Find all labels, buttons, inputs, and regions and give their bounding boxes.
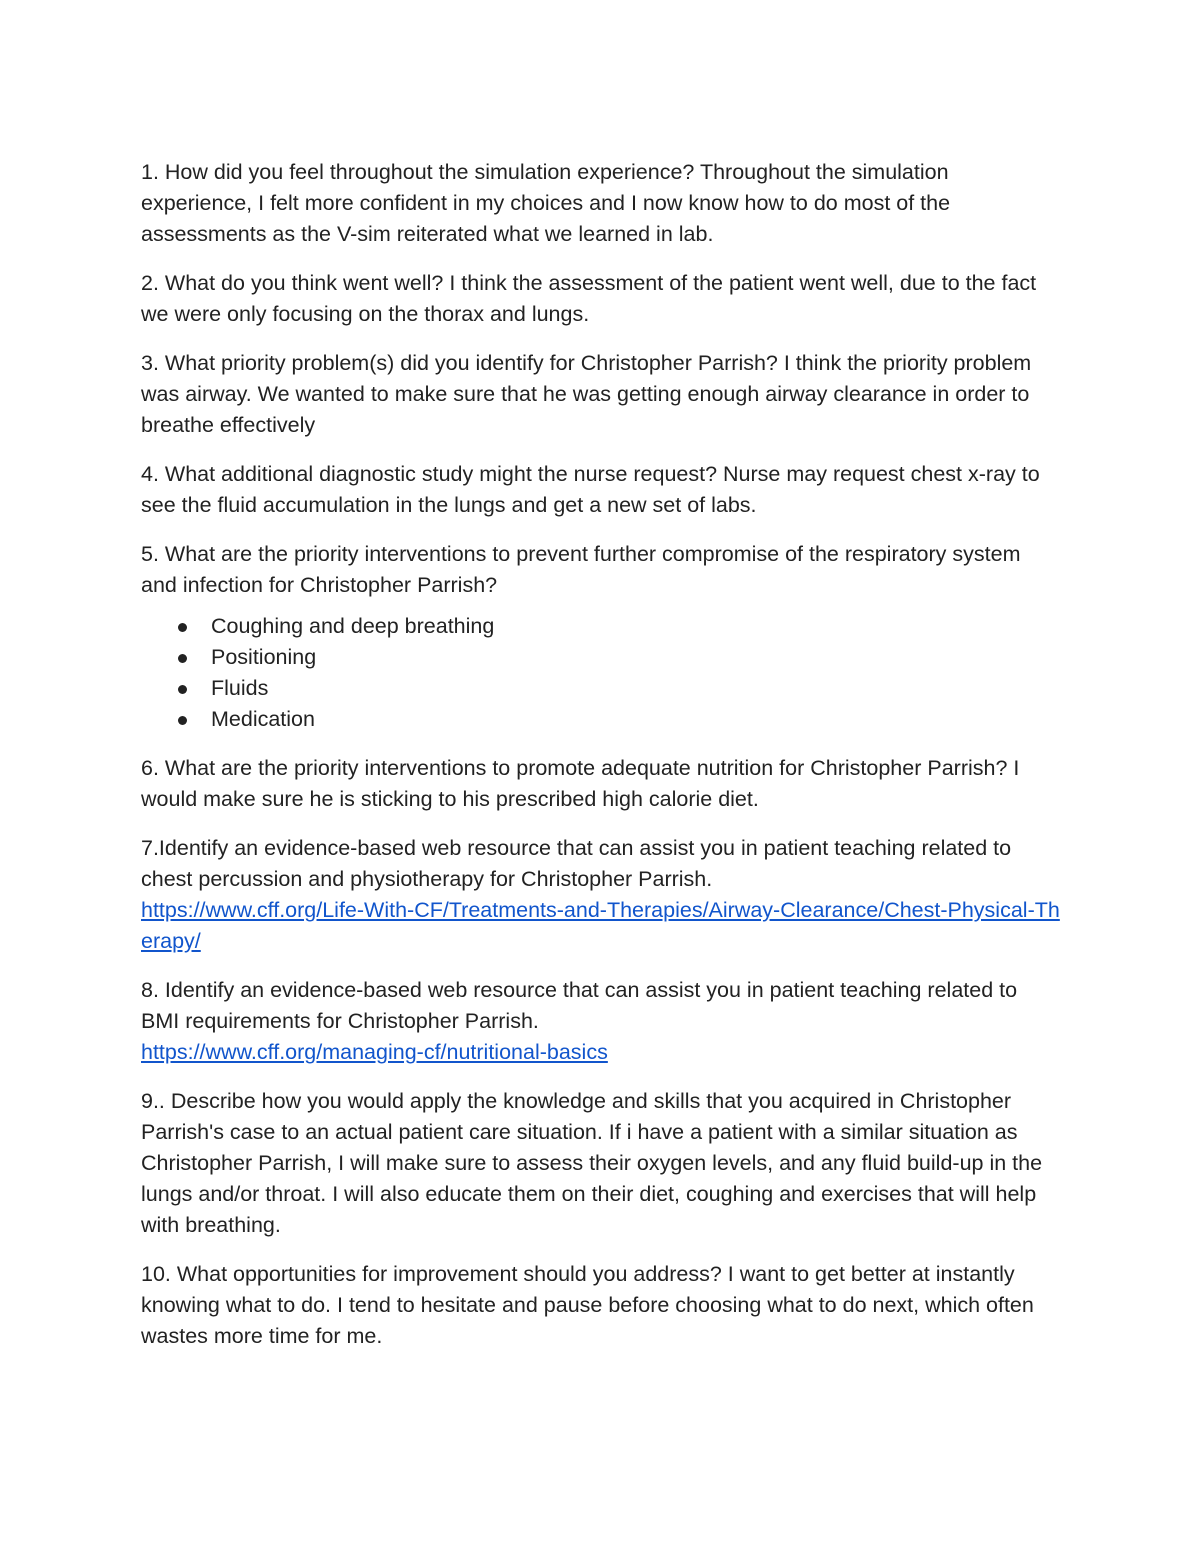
nutritional-basics-link[interactable]: https://www.cff.org/managing-cf/nutritional-basics	[141, 1040, 608, 1064]
question-10: 10. What opportunities for improvement should you address? I want to get better at instantly knowing what to do. I tend to hesitate and pause before choosing what to do next, which often wastes more time for me.	[141, 1262, 1034, 1348]
chest-physical-therapy-link[interactable]: https://www.cff.org/Life-With-CF/Treatments-and-Therapies/Airway-Clearance/Chest-Physical-Therapy/	[141, 898, 1060, 953]
document-body	[141, 157, 1061, 1370]
list-item-text: Coughing and deep breathing	[211, 614, 495, 638]
question-8: 8. Identify an evidence-based web resource that can assist you in patient teaching related to BMI requirements for Christopher Parrish.	[141, 978, 1018, 1033]
question-9: 9.. Describe how you would apply the knowledge and skills that you acquired in Christopher Parrish's case to an actual patient care situation. If i have a patient with a similar situation as Christopher Parrish, I will make sure to assess their oxygen levels, and any fluid build-up in the lungs and/or throat. I will also educate them on their diet, coughing and exercises that will help with breathing.	[141, 1089, 1043, 1237]
list-item-text: Fluids	[211, 676, 269, 700]
list-item-text: Positioning	[211, 645, 317, 669]
question-4: 4. What additional diagnostic study might the nurse request? Nurse may request chest x-ray to see the fluid accumulation in the lungs and get a new set of labs.	[141, 462, 1040, 517]
list-item	[141, 704, 1061, 735]
list-item	[141, 642, 1061, 673]
question-6: 6. What are the priority interventions to promote adequate nutrition for Christopher Parrish? I would make sure he is sticking to his prescribed high calorie diet.	[141, 756, 1020, 811]
question-5: 5. What are the priority interventions to prevent further compromise of the respiratory system and infection for Christopher Parrish?	[141, 542, 1021, 597]
question-2: 2. What do you think went well? I think the assessment of the patient went well, due to the fact we were only focusing on the thorax and lungs.	[141, 271, 1037, 326]
interventions-list	[141, 611, 1061, 735]
question-7-block	[141, 833, 1061, 957]
bullet-icon	[178, 623, 187, 632]
question-8-block	[141, 975, 1061, 1068]
list-item	[141, 611, 1061, 642]
bullet-icon	[178, 685, 187, 694]
list-item-text: Medication	[211, 707, 315, 731]
list-item	[141, 673, 1061, 704]
question-7: 7.Identify an evidence-based web resource that can assist you in patient teaching related to chest percussion and physiotherapy for Christopher Parrish.	[141, 836, 1012, 891]
bullet-icon	[178, 654, 187, 663]
question-3: 3. What priority problem(s) did you identify for Christopher Parrish? I think the priority problem was airway. We wanted to make sure that he was getting enough airway clearance in order to breathe effectively	[141, 351, 1032, 437]
bullet-icon	[178, 716, 187, 725]
question-1: 1. How did you feel throughout the simulation experience? Throughout the simulation experience, I felt more confident in my choices and I now know how to do most of the assessments as the V-sim reiterated what we learned in lab.	[141, 160, 951, 246]
